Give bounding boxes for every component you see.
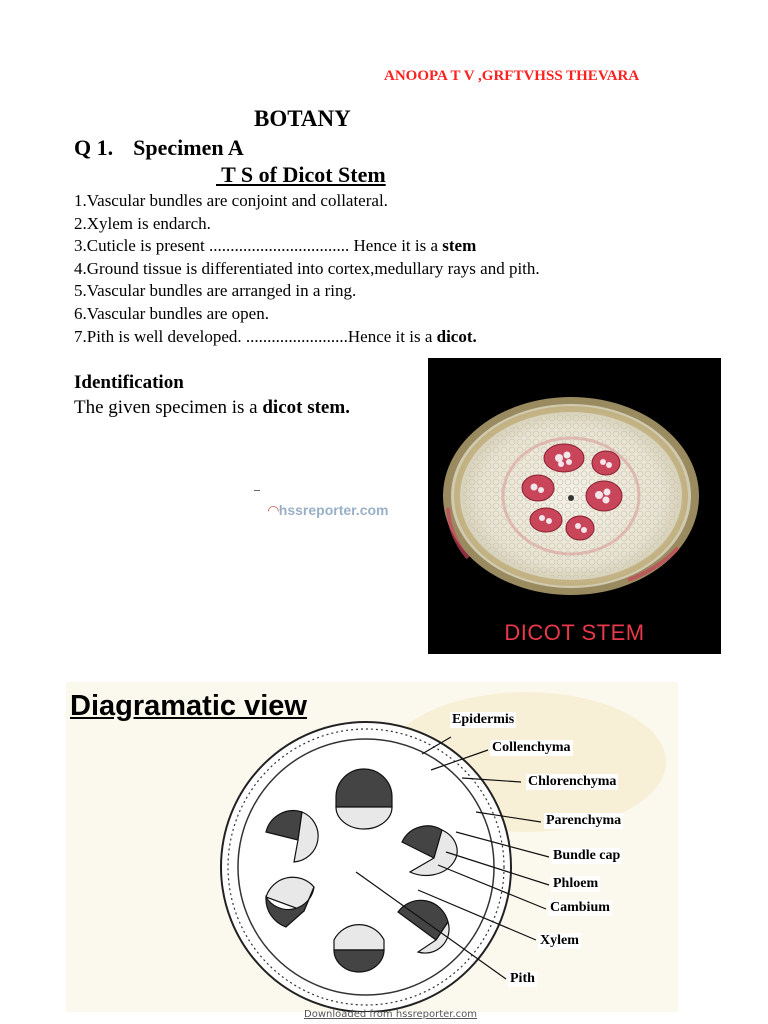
specimen-photo [428, 358, 721, 654]
label-parenchyma: Parenchyma [546, 813, 622, 828]
stray-dash: _ [254, 478, 260, 492]
label-bundle-cap: Bundle cap [553, 848, 621, 863]
dicot-stem-micrograph [428, 358, 721, 654]
dicot-stem-diagram [66, 682, 678, 1012]
label-pith: Pith [510, 971, 535, 986]
photo-caption: DICOT STEM [504, 620, 645, 645]
observation-item: 7.Pith is well developed. ........................Hence it is a dicot. [74, 326, 477, 346]
observation-item: 1.Vascular bundles are conjoint and collateral. [74, 191, 388, 210]
question-line [74, 135, 244, 161]
observation-list [74, 190, 540, 348]
observation-item: 4.Ground tissue is differentiated into cortex,medullary rays and pith. [74, 258, 540, 278]
author-line: ANOOPA T V ,GRFTVHSS THEVARA [384, 68, 640, 84]
identification-answer: dicot stem. [262, 397, 350, 418]
identification-text: The given specimen is a dicot stem. [74, 397, 350, 418]
footer-source: Downloaded from hssreporter.com [304, 1009, 478, 1020]
diagram-title: Diagramatic view [70, 690, 307, 722]
label-collenchyma: Collenchyma [492, 740, 571, 755]
watermark-logo-icon: ◠ [268, 502, 279, 518]
specimen-title: T S of Dicot Stem [216, 162, 386, 187]
observation-item: 2.Xylem is endarch. [74, 213, 211, 233]
identification-heading: Identification [74, 372, 184, 393]
specimen-label: Specimen A [133, 135, 244, 160]
label-chlorenchyma: Chlorenchyma [528, 774, 617, 789]
stem-diagram [66, 682, 678, 1012]
subject-heading: BOTANY [254, 106, 351, 131]
observation-item: 3.Cuticle is present ................................. Hence it is a stem [74, 236, 477, 256]
observation-item: 6.Vascular bundles are open. [74, 303, 269, 323]
observation-item: 5.Vascular bundles are arranged in a ring. [74, 281, 357, 301]
label-epidermis: Epidermis [452, 712, 515, 727]
question-number: Q 1. [74, 135, 114, 160]
label-cambium: Cambium [550, 900, 610, 915]
label-xylem: Xylem [540, 933, 579, 948]
watermark: ◠hssreporter.com [268, 502, 389, 518]
label-phloem: Phloem [553, 876, 599, 891]
